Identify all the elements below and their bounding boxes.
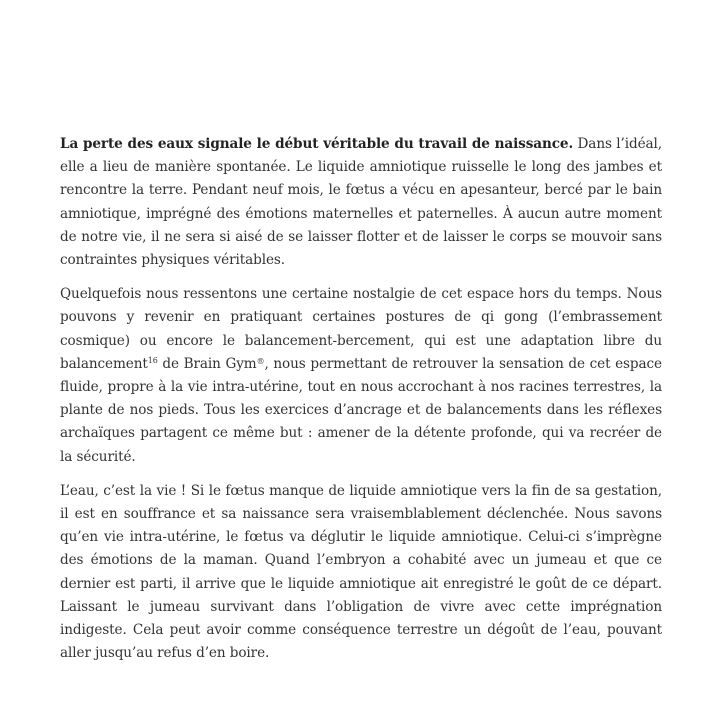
paragraph-text: L’eau, c’est la vie ! Si le fœtus manque de liquide amniotique vers la fin de sa gestation, il est en souffrance et sa naissance sera vraisemblablement déclenchée. Nous savons qu’en vie intra-utérine, le fœtus va déglutir le liquide amniotique. Celui-ci s’imprègne des émotions de la maman. Quand l’embryon a cohabité avec un jumeau et que ce dernier est parti, il arrive que le liquide amniotique ait enregistré le goût de ce départ. Laissant le jumeau survivant dans l’obligation de vivre avec cette imprégnation indigeste. Cela peut avoir comme conséquence terrestre un dégoût de l’eau, pouvant aller jusqu’au refus d’en boire. [60,482,662,662]
paragraph-2 [60,283,662,469]
paragraph-text: Quelquefois nous ressentons une certaine nostalgie de cet espace hors du temps. Nous pouvons y revenir en pratiquant certaines postures de qi gong (l’embrassement cosmique) ou encore le balancement-bercement, qui est une adaptation libre du balancement [60,286,662,372]
footnote-reference[interactable]: 16 [147,355,158,365]
paragraph-text: Dans l’idéal, elle a lieu de manière spontanée. Le liquide amniotique ruisselle le long des jambes et rencontre la terre. Pendant neuf mois, le fœtus a vécu en apesanteur, bercé par le bain amniotique, imprégné des émotions maternelles et paternelles. À aucun autre moment de notre vie, il ne sera si aisé de se laisser flotter et de laisser le corps se mouvoir sans contraintes physiques véritables. [60,136,662,269]
paragraph-text: , nous permettant de retrouver la sensation de cet espace fluide, propre à la vie intra-utérine, tout en nous accrochant à nos racines terrestres, la plante de nos pieds. Tous les exercices d’ancrage et de balancements dans les réflexes archaïques partagent ce même but : amener de la détente profonde, qui va recréer de la sécurité. [60,355,662,465]
paragraph-lead: La perte des eaux signale le début véritable du travail de naissance. [60,136,574,152]
paragraph-1 [60,133,662,272]
document-body [60,133,662,676]
paragraph-text: de Brain Gym [157,355,257,372]
registered-mark: ® [256,356,265,366]
paragraph-3 [60,480,662,666]
